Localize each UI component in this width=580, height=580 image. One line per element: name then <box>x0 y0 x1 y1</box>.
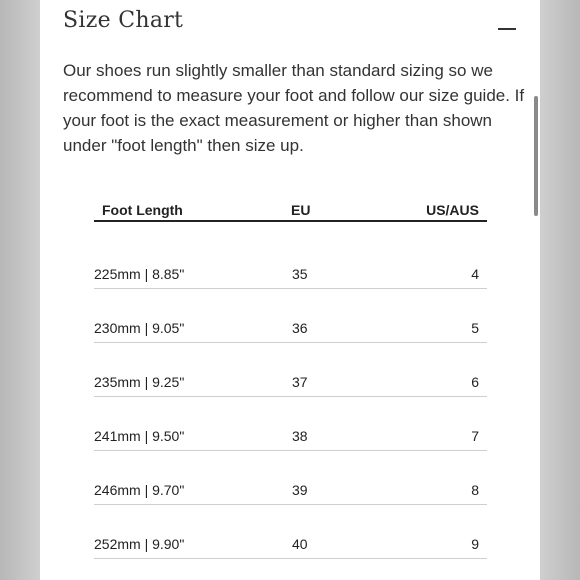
us-aus-size-cell: 9 <box>471 536 479 552</box>
eu-size-cell: 38 <box>292 428 308 444</box>
foot-length-cell: 230mm | 9.05" <box>94 320 185 336</box>
table-row <box>94 452 487 505</box>
header-us-aus: US/AUS <box>426 202 479 218</box>
foot-length-cell: 241mm | 9.50" <box>94 428 185 444</box>
header-foot-length: Foot Length <box>102 202 183 218</box>
size-table <box>94 196 487 559</box>
eu-size-cell: 39 <box>292 482 308 498</box>
us-aus-size-cell: 6 <box>471 374 479 390</box>
eu-size-cell: 35 <box>292 266 308 282</box>
foot-length-cell: 225mm | 8.85" <box>94 266 185 282</box>
table-row <box>94 236 487 289</box>
header-eu: EU <box>291 202 311 218</box>
table-row <box>94 506 487 559</box>
minus-icon <box>498 28 516 30</box>
size-chart-panel <box>40 0 540 580</box>
size-chart-description: Our shoes run slightly smaller than standard sizing so we recommend to measure your foot and follow our size guide. If your foot is the exact measurement or higher than shown under "foot length" then size up. <box>63 61 525 155</box>
scrollbar-thumb[interactable] <box>534 96 538 216</box>
eu-size-cell: 40 <box>292 536 308 552</box>
collapse-button[interactable] <box>498 18 516 40</box>
us-aus-size-cell: 5 <box>471 320 479 336</box>
size-chart-title: Size Chart <box>63 8 184 33</box>
table-row <box>94 344 487 397</box>
table-row <box>94 290 487 343</box>
us-aus-size-cell: 4 <box>471 266 479 282</box>
foot-length-cell: 235mm | 9.25" <box>94 374 185 390</box>
foot-length-cell: 246mm | 9.70" <box>94 482 185 498</box>
table-header <box>94 196 487 222</box>
us-aus-size-cell: 7 <box>471 428 479 444</box>
us-aus-size-cell: 8 <box>471 482 479 498</box>
eu-size-cell: 37 <box>292 374 308 390</box>
foot-length-cell: 252mm | 9.90" <box>94 536 185 552</box>
table-row <box>94 398 487 451</box>
eu-size-cell: 36 <box>292 320 308 336</box>
